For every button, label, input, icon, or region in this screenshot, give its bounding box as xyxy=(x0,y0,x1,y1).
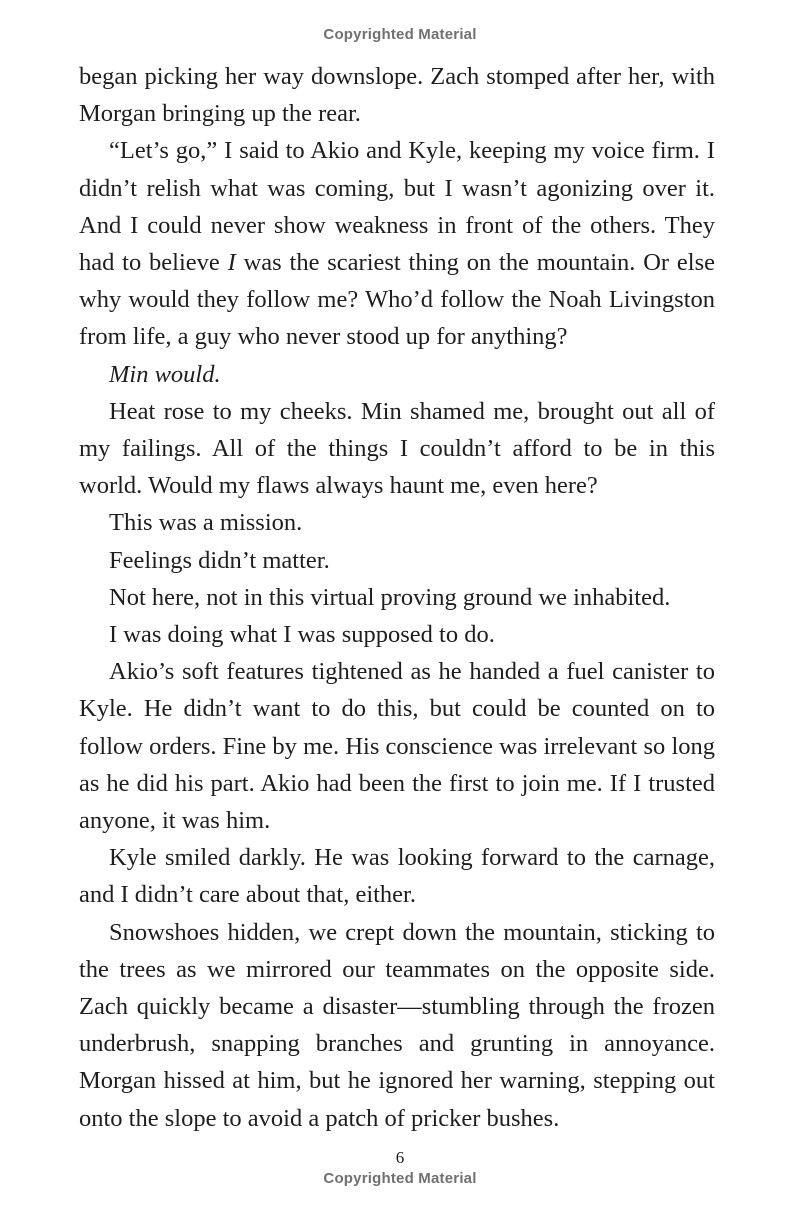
page-body xyxy=(79,58,715,1137)
copyright-watermark-top: Copyrighted Material xyxy=(323,26,477,43)
paragraph-6: Not here, not in this virtual proving ground we inhabited. xyxy=(109,583,671,611)
page-number: 6 xyxy=(395,1148,405,1167)
paragraph-7: I was doing what I was supposed to do. xyxy=(109,621,495,649)
paragraph-5: Feelings didn’t matter. xyxy=(109,546,330,574)
paragraph-4: This was a mission. xyxy=(109,509,303,537)
emphasis-i: I xyxy=(227,249,236,277)
paragraph-10: Snowshoes hidden, we crept down the mountain, sticking to the trees as we mirrored our teammates on the opposite side. Zach quickly became a disaster—stumbling through the frozen underbrush, snapping branches and grunting in annoyance. Morgan hissed at him, but he ignored her warning, stepping out onto the slope to avoid a patch of pricker bushes. xyxy=(79,918,715,1132)
paragraph-8: Akio’s soft features tightened as he handed a fuel canister to Kyle. He didn’t want to do this, but could be counted on to follow orders. Fine by me. His conscience was irrelevant so long as he did his part. Akio had been the first to join me. If I trusted anyone, it was him. xyxy=(79,658,715,835)
paragraph-1: began picking her way downslope. Zach stomped after her, with Morgan bringing up the rear. xyxy=(79,63,715,128)
copyright-watermark-bottom: Copyrighted Material xyxy=(323,1170,477,1187)
paragraph-9: Kyle smiled darkly. He was looking forward to the carnage, and I didn’t care about that, either. xyxy=(79,844,715,909)
paragraph-2 xyxy=(79,132,715,355)
emphasis-min-would: Min would. xyxy=(109,360,221,388)
paragraph-min-would xyxy=(79,356,715,393)
paragraph-2-part-2: was the scariest thing on the mountain. Or else why would they follow me? Who’d follow the Noah Livingston from life, a guy who never stood up for anything? xyxy=(79,249,715,351)
paragraph-3: Heat rose to my cheeks. Min shamed me, brought out all of my failings. All of the things I couldn’t afford to be in this world. Would my flaws always haunt me, even here? xyxy=(79,397,715,500)
paragraph-2-part-1: “Let’s go,” I said to Akio and Kyle, keeping my voice firm. I didn’t relish what was coming, but I wasn’t agonizing over it. And I could never show weakness in front of the others. They had to believe xyxy=(79,137,715,277)
